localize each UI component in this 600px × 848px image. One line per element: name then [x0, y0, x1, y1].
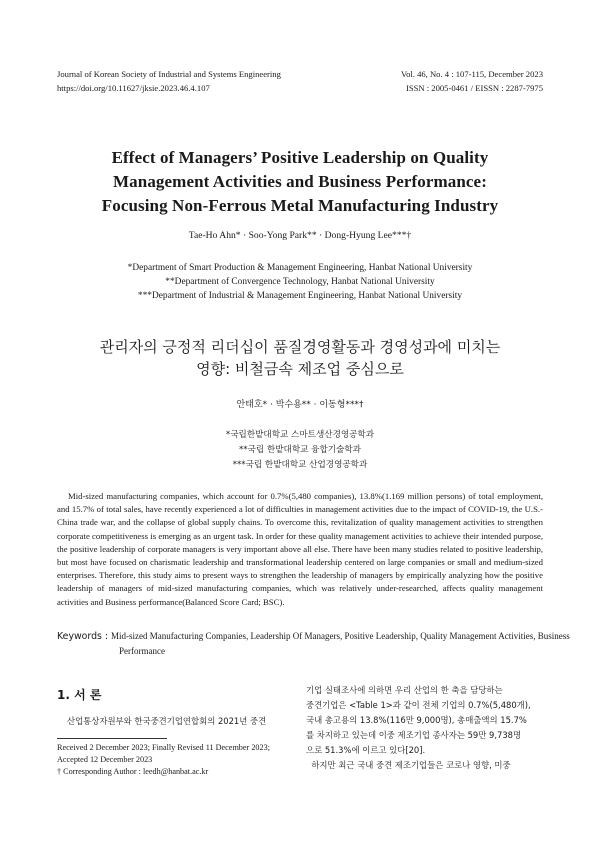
journal-name: Journal of Korean Society of Industrial and Systems Engineering	[57, 69, 281, 79]
abstract: Mid-sized manufacturing companies, which account for 0.7%(5,480 companies), 13.8%(1.169 million persons) of total employment, and 15.7% of total sales, have recently experienced a lot of difficulties in management activities due to the impact of COVID-19, the U.S.-China trade war, and the collapse of global supply chains. To overcome this, revitalization of quality management activities to strengthen corporate competitiveness is emerging as an urgent task. In order for these quality management activities to achieve their intended purpose, the positive leadership of corporate managers is very important above all else. There have been many studies related to positive leadership, but most have focused on charismatic leadership and transformational leadership centered on large companies or small and medium-sized enterprises. Therefore, this study aims to present ways to strengthen the leadership of managers by empirically analyzing how the positive leadership of managers of mid-sized manufacturing companies, which was relatively under-researched, affects quality management activities and Business performance(Balanced Score Card; BSC).	[57, 491, 543, 607]
affiliation-ko-1: *국립한밭대학교 스마트생산경영공학과	[225, 430, 375, 440]
affiliation-en-1: *Department of Smart Production & Management Engineering, Hanbat National University	[127, 263, 473, 273]
right-line-5: 으로 51.3%에 이르고 있다[20].	[306, 745, 426, 755]
volume-info: Vol. 46, No. 4 : 107-115, December 2023	[400, 69, 543, 79]
title-ko-line-1: 관리자의 긍정적 리더십이 품질경영활동과 경영성과에 미치는	[99, 338, 501, 356]
keywords-label: Keywords :	[57, 631, 112, 642]
right-line-3: 국내 총고용의 13.8%(116만 9,000명), 총매출액의 15.7%	[306, 715, 527, 725]
right-line-6: 하지만 최근 국내 중견 제조기업들은 코로나 영향, 미중	[306, 760, 511, 770]
right-line-1: 기업 실태조사에 의하면 우리 산업의 한 축을 담당하는	[306, 685, 503, 695]
affiliation-en-3: ***Department of Industrial & Management Engineering, Hanbat National University	[137, 291, 463, 301]
affiliation-ko-3: ***국립 한밭대학교 산업경영공학과	[232, 460, 368, 470]
title-en-line-1: Effect of Managers’ Positive Leadership on Quality	[111, 148, 489, 167]
footnote-rule	[57, 738, 167, 739]
authors-ko: 안태호* · 박수용** · 이동형***†	[236, 400, 364, 410]
footnote-received: Received 2 December 2023; Finally Revised 11 December 2023;	[57, 743, 270, 752]
affiliation-ko-2: **국립 한밭대학교 융합기술학과	[239, 445, 361, 455]
right-line-4: 를 차지하고 있는데 이중 제조기업 종사자는 59만 9,738명	[306, 730, 522, 740]
section-heading: 1. 서 론	[57, 688, 102, 702]
doi-link[interactable]: https://doi.org/10.11627/jksie.2023.46.4.107	[57, 83, 210, 93]
title-en-line-3: Focusing Non-Ferrous Metal Manufacturing Industry	[101, 196, 499, 215]
title-ko-line-2: 영향: 비철금속 제조업 중심으로	[196, 360, 404, 378]
issn-info: ISSN : 2005-0461 / EISSN : 2287-7975	[405, 83, 543, 93]
right-line-2: 중견기업은 <Table 1>과 같이 전체 기업의 0.7%(5,480개),	[306, 700, 531, 710]
title-en-line-2: Management Activities and Business Performance:	[113, 172, 487, 191]
keywords-text: Mid-sized Manufacturing Companies, Leadership Of Managers, Positive Leadership, Quality Management Activities, Business Performance	[111, 631, 570, 656]
left-column-paragraph: 산업통상자원부와 한국중견기업연합회의 2021년 중견	[67, 716, 267, 726]
keywords	[57, 629, 600, 658]
footnote-accepted: Accepted 12 December 2023	[57, 755, 153, 764]
affiliation-en-2: **Department of Convergence Technology, Hanbat National University	[165, 277, 435, 287]
footnote-corresponding: † Corresponding Author : leedh@hanbat.ac.kr	[57, 767, 209, 776]
authors-en: Tae-Ho Ahn* · Soo-Yong Park** · Dong-Hyung Lee***†	[188, 230, 412, 241]
